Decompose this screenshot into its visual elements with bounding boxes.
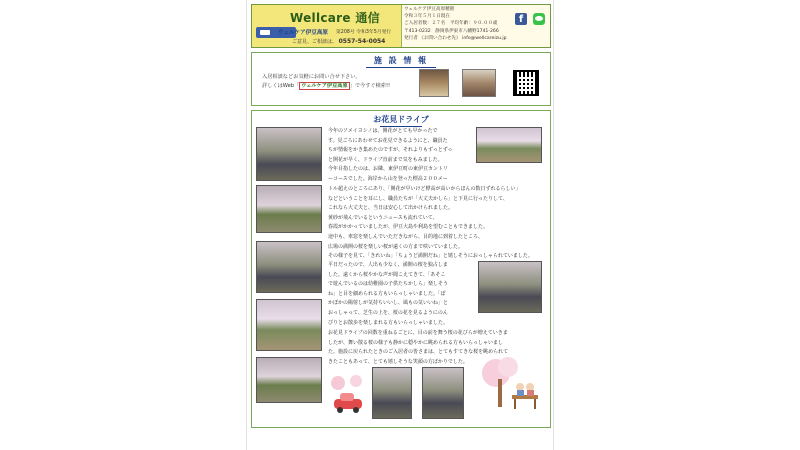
text-line: ちが情報をかき集めたのですが、それよりもずっとずっ — [328, 147, 453, 154]
info-line: ご入居者数：２７名 平均年齢：９０.００歳 — [404, 21, 498, 27]
text-line: ね」と目を細められる方もいらっしゃいました。「ぽ — [328, 290, 446, 297]
article-paragraph-1b — [328, 185, 542, 262]
text-line: 平日だったので、人出も少なく、満開の桜を独占しま — [328, 262, 448, 268]
photo-resident-cherry-1 — [372, 367, 412, 419]
newsletter-page — [246, 0, 554, 450]
text-line: お花見ドライブの回数を重ねるごとに、目の前を舞う桜の花びらが増えていきま — [328, 330, 508, 336]
text-line: と開花が早く、ドライブ直前まで気をもみました。 — [328, 156, 443, 163]
article-paragraph-3 — [328, 329, 542, 367]
text-line: 広場の満開の桜を楽しい桜が遠くの方まで咲いていました。 — [328, 243, 464, 250]
line-icon[interactable] — [533, 13, 545, 25]
facility-photo-dining — [462, 69, 496, 97]
contact-phone: 0557-54-0054 — [338, 38, 386, 45]
info-line: 令和３年５月１日現在 — [404, 14, 450, 20]
photo-cherry-field — [256, 357, 322, 403]
text-line: 春霞がかかっていましたが、伊豆大島や利島を望むこともできました。 — [328, 224, 489, 231]
photo-resident-cherry-2 — [422, 367, 464, 419]
brand-name: ウェルケア伊豆高原 — [278, 30, 329, 36]
article-paragraph-2 — [328, 261, 474, 328]
info-line: 〒413-0232 静岡県伊東市八幡野1741-266 — [404, 28, 499, 34]
newsletter-title: Wellcare 通信 — [290, 11, 380, 25]
text-line: 途中も、車窓を楽しんでいただきながら、目的地に到着したところ、 — [328, 233, 484, 240]
facility-text-2 — [262, 82, 390, 89]
facility-text-1: 入居相談などお気軽にお問い合せ下さい。 — [262, 74, 361, 80]
photo-cherry-road — [256, 185, 322, 233]
web-search-link[interactable]: ウェルケア伊豆高原 — [301, 83, 348, 89]
contact-label: ご意見、ご相談は、 — [292, 39, 338, 45]
facility-info — [404, 5, 522, 42]
text-line: す。見ごろにあわせてお花見できるようにと、職員た — [328, 137, 448, 144]
facility-section — [251, 52, 551, 106]
photo-group-residents — [256, 241, 322, 293]
header-title-panel — [252, 5, 402, 47]
text-line: で遊んでいるのは幼稚園の子供たちかしら」楽しそう — [328, 281, 449, 288]
web-suffix: 」で今すぐ検索!! — [349, 83, 391, 89]
text-line: 黄砂が飛んでいるというニュースも流れていて、 — [328, 214, 438, 221]
text-line: びりとお散歩を楽しまれる方もいらっしゃいました。 — [328, 319, 449, 326]
article-title: お花見ドライブ — [252, 114, 550, 127]
text-line: きたこともあって、とても嬉しそうな笑顔の方ばかりでした。 — [328, 358, 468, 365]
car-illustration-icon — [328, 373, 368, 417]
photo-residents-under-cherry — [256, 127, 322, 181]
article-section — [251, 110, 551, 428]
text-line: した。遠くから桜やかな声が聞こえてきて、「あそこ — [328, 271, 446, 278]
text-line: したが、舞い散る桜の様子も静かに穏やかに眺められる方もいらっしゃいまし — [328, 339, 504, 346]
text-line: ーコースでした。海岸から山を登った標高２００メー — [328, 175, 448, 182]
qr-code-icon[interactable] — [513, 70, 539, 96]
article-paragraph-1a — [328, 127, 474, 185]
facility-heading: 施 設 情 報 — [252, 55, 550, 68]
text-line: 今年目指したのは、お隣、東伊豆町の東伊豆カントリ — [328, 166, 449, 173]
issue-number: 第208号 令和3年5月発行 — [336, 30, 392, 35]
photo-wheelchair-resident — [478, 261, 542, 313]
contact-info — [292, 38, 385, 45]
photo-walk-cherry — [256, 299, 322, 351]
info-line: 発行者 《お問い合わせ先》 info@wellcareizu.jp — [404, 35, 507, 41]
facility-photo-lobby — [419, 69, 449, 97]
photo-cherry-landscape — [476, 127, 542, 163]
info-line: ウェルケア伊豆高原精園 — [404, 7, 455, 12]
text-line: た。施設に戻られたときのご入居者の皆さまは、とてもすてきな桜を眺められて — [328, 349, 509, 356]
text-line: トル超えのところにあり、「開花が早いけど標高が高いからほんの数日ずれるらしい」 — [328, 186, 521, 192]
text-line: これなら大丈夫と、当日は安心して出かけられました。 — [328, 205, 454, 212]
facebook-icon[interactable]: f — [515, 13, 527, 25]
text-line: などということを耳にし、職員たちが「大丈夫かしら」と下見に行ったりして、 — [328, 195, 508, 202]
text-line: かぽかの陽射しが気持ちいいし、風もの気いいね」と — [328, 300, 449, 307]
web-prefix: 詳しくはWeb「 — [262, 83, 300, 89]
text-line: その様子を見て、「きれいね」「ちょうど満開だね」と嬉しそうにおっしゃられていました。 — [328, 253, 533, 260]
newsletter-header — [251, 4, 551, 48]
text-line: おっしゃって、芝生の上を、桜の花を見るようにのん — [328, 309, 448, 316]
text-line: 今年のソメイヨシノは、開花がとても早かったで — [328, 128, 438, 134]
